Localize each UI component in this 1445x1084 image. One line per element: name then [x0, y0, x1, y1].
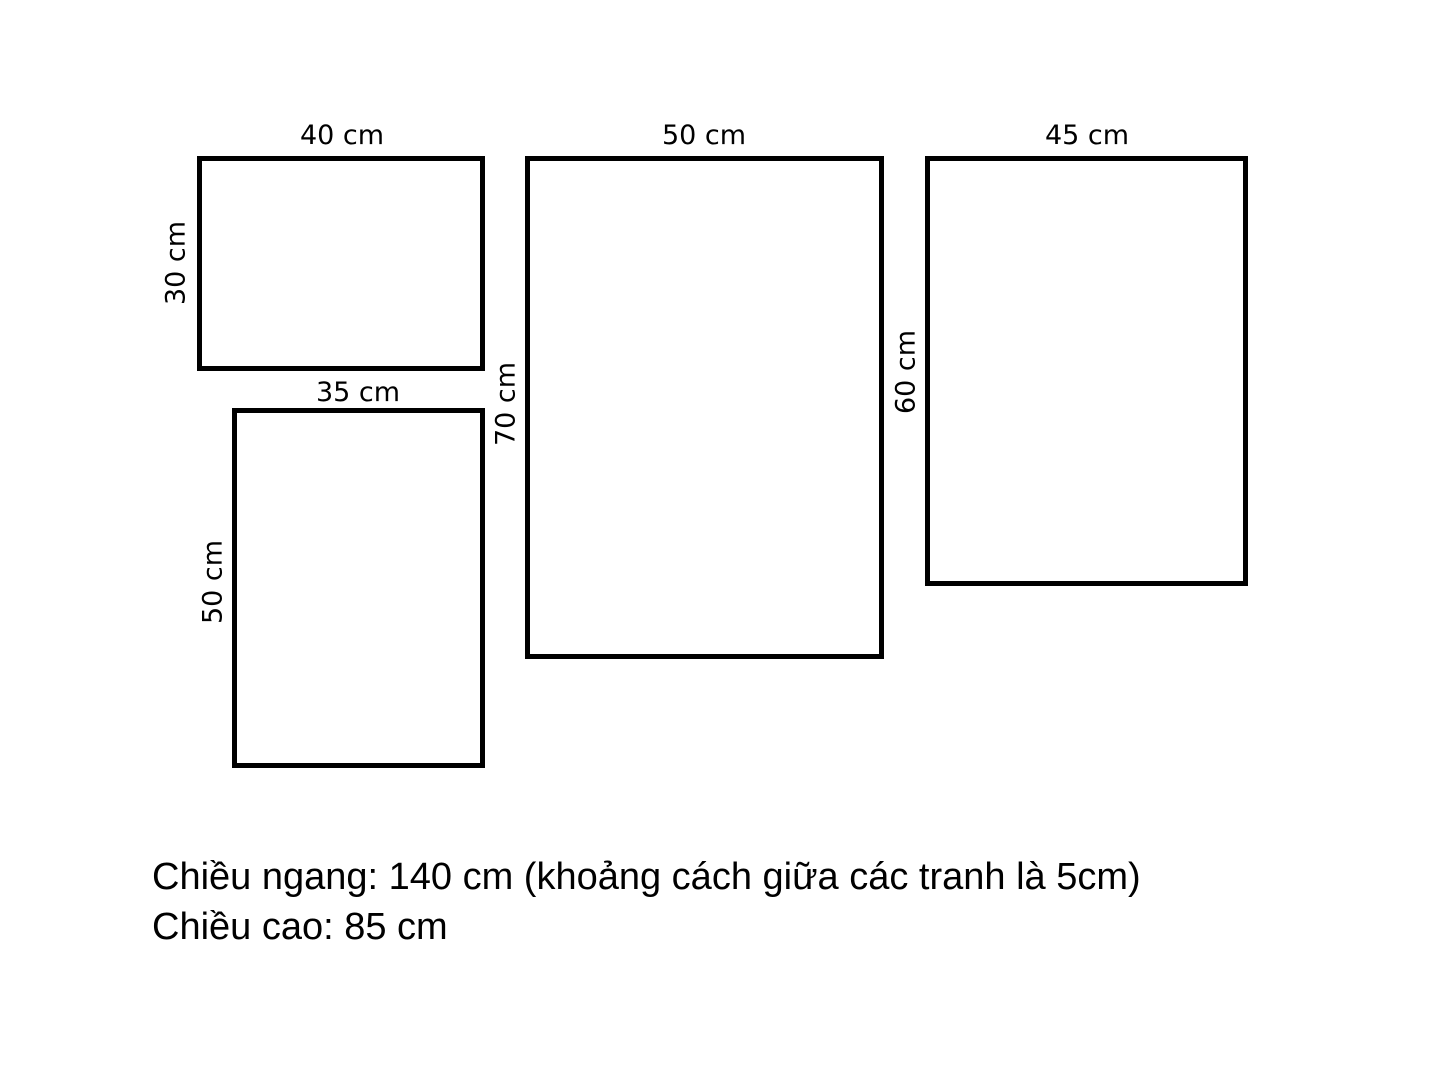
- frame-center-height-label: 70 cm: [490, 361, 522, 447]
- frame-right-height-label: 60 cm: [890, 329, 922, 415]
- frame-top-left-width-label: 40 cm: [299, 120, 385, 151]
- frame-right: [925, 156, 1248, 586]
- frame-top-left: [197, 156, 485, 371]
- frame-bottom-left-width-label: 35 cm: [315, 377, 401, 408]
- dimensions-summary: [152, 852, 1141, 952]
- frame-right-width-label: 45 cm: [1044, 120, 1130, 151]
- frame-center: [525, 156, 884, 659]
- frame-bottom-left: [232, 408, 485, 768]
- total-width-text: Chiều ngang: 140 cm (khoảng cách giữa các tranh là 5cm): [152, 856, 1141, 898]
- frame-bottom-left-height-label: 50 cm: [197, 539, 229, 625]
- frame-top-left-height-label: 30 cm: [160, 220, 192, 306]
- frame-center-width-label: 50 cm: [661, 120, 747, 151]
- total-height-text: Chiều cao: 85 cm: [152, 906, 448, 948]
